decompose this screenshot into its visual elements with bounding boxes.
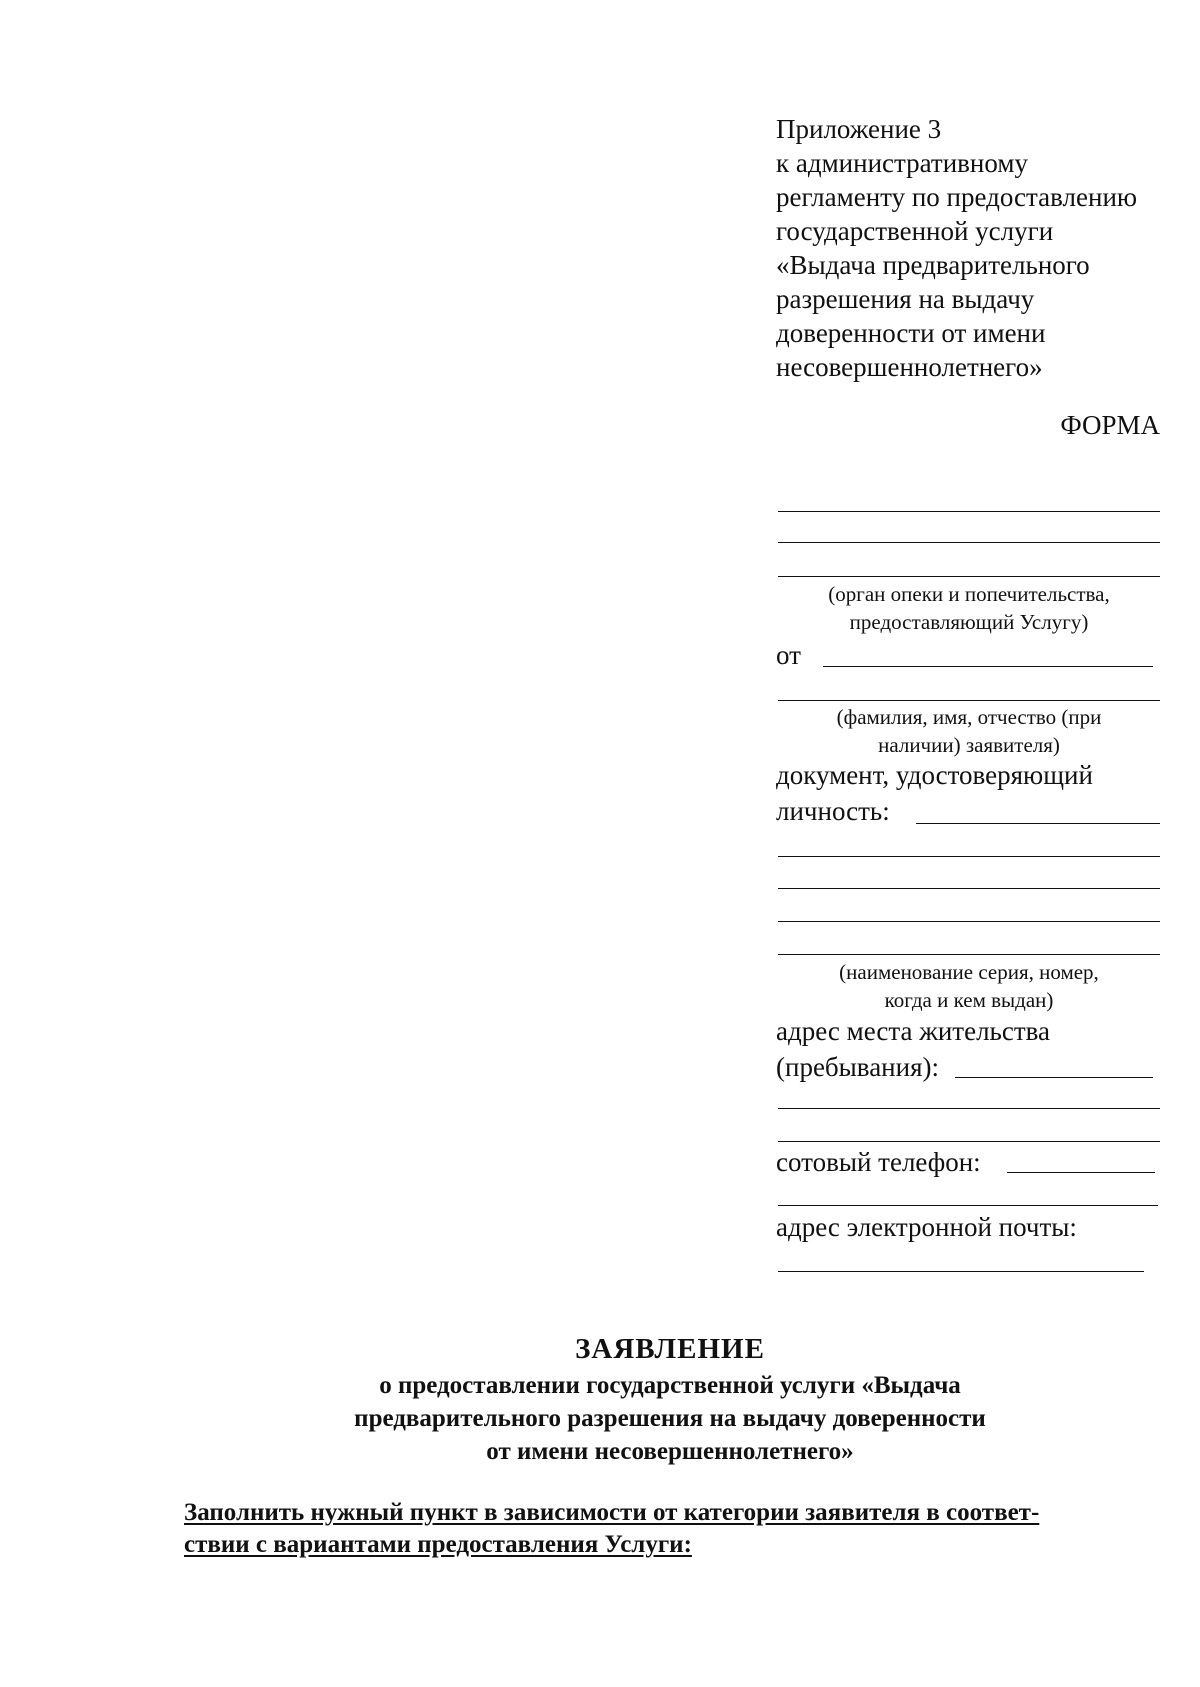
address-label: адрес места жительства: [776, 1016, 1051, 1046]
id-document-blank-line[interactable]: [778, 954, 1160, 955]
address-blank-line[interactable]: [778, 1141, 1160, 1142]
fio-caption: (фамилия, имя, отчество (при: [836, 705, 1102, 729]
id-caption: когда и кем выдан): [884, 988, 1054, 1012]
id-document-blank-line[interactable]: [916, 823, 1160, 824]
instruction-text: ствии с вариантами предоставления Услуги:: [184, 1531, 692, 1558]
id-caption: (наименование серия, номер,: [839, 960, 1099, 984]
fio-caption: наличии) заявителя): [878, 733, 1060, 757]
appendix-line: доверенности от имени: [776, 318, 1046, 348]
form-label: ФОРМА: [1060, 410, 1160, 440]
id-document-label: документ, удостоверяющий: [776, 760, 1093, 790]
address-label: (пребывания):: [776, 1052, 939, 1082]
address-blank-line[interactable]: [778, 1108, 1160, 1109]
applicant-blank-line[interactable]: [778, 700, 1160, 701]
email-label: адрес электронной почты:: [776, 1212, 1077, 1242]
application-title: ЗАЯВЛЕНИЕ: [575, 1333, 765, 1365]
appendix-header: [776, 112, 1196, 384]
from-label: от: [776, 640, 801, 670]
appendix-line: «Выдача предварительного: [776, 250, 1090, 280]
id-document-blank-line[interactable]: [778, 888, 1160, 889]
appendix-line: к административному: [776, 148, 1028, 178]
organ-caption: (орган опеки и попечительства,: [828, 582, 1110, 606]
id-document-blank-line[interactable]: [778, 856, 1160, 857]
organ-blank-line[interactable]: [778, 542, 1160, 543]
email-blank-line[interactable]: [778, 1271, 1144, 1272]
application-subtitle: от имени несовершеннолетнего»: [486, 1438, 854, 1465]
organ-blank-line[interactable]: [778, 576, 1160, 577]
id-document-blank-line[interactable]: [778, 921, 1160, 922]
phone-blank-line[interactable]: [778, 1205, 1158, 1206]
appendix-line: Приложение 3: [776, 114, 942, 144]
organ-blank-line[interactable]: [778, 511, 1160, 512]
appendix-line: государственной услуги: [776, 216, 1054, 246]
organ-caption: предоставляющий Услугу): [849, 610, 1089, 634]
appendix-line: несовершеннолетнего»: [776, 352, 1043, 382]
instruction-text: Заполнить нужный пункт в зависимости от категории заявителя в соответ-: [184, 1499, 1040, 1526]
address-blank-line[interactable]: [955, 1077, 1153, 1078]
phone-label: сотовый телефон:: [776, 1147, 981, 1177]
appendix-line: регламенту по предоставлению: [776, 182, 1138, 212]
appendix-line: разрешения на выдачу: [776, 284, 1035, 314]
applicant-blank-line[interactable]: [823, 666, 1153, 667]
id-document-label: личность:: [776, 796, 890, 826]
phone-blank-line[interactable]: [1007, 1172, 1155, 1173]
application-subtitle: предварительного разрешения на выдачу доверенности: [354, 1405, 986, 1432]
application-subtitle: о предоставлении государственной услуги «Выдача: [379, 1372, 961, 1399]
